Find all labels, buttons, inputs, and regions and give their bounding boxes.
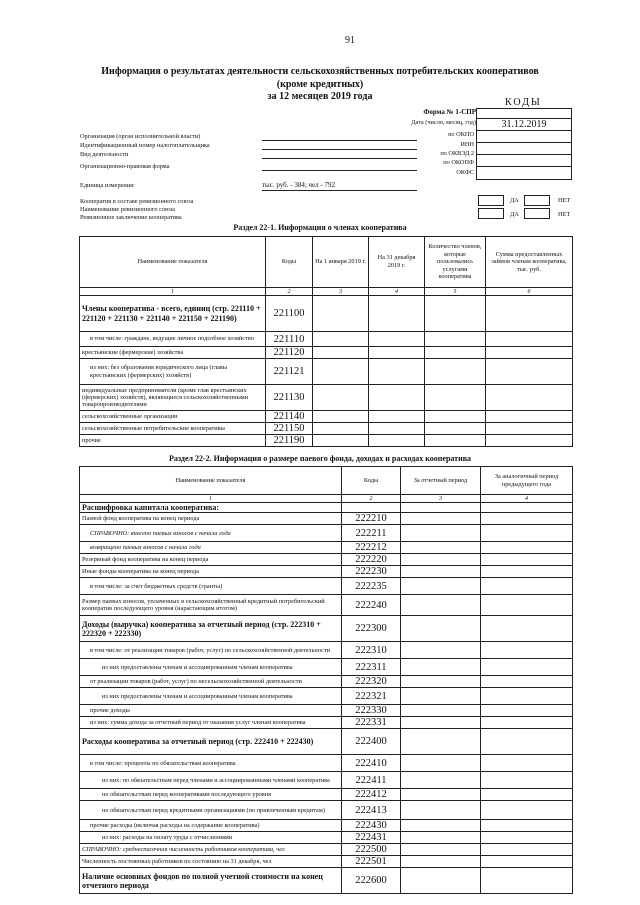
page-number: 91 bbox=[345, 35, 355, 46]
row-code: 221140 bbox=[266, 411, 313, 423]
codes-header: КОДЫ bbox=[505, 97, 542, 108]
row-code: 222210 bbox=[342, 513, 401, 525]
row-code: 222431 bbox=[342, 832, 401, 844]
cell[interactable] bbox=[486, 359, 573, 385]
row-label: из них: по обязательствам перед членами и ассоциированными членами кооператива bbox=[80, 772, 342, 789]
title-line2: (кроме кредитных) bbox=[276, 79, 364, 90]
cell[interactable] bbox=[486, 385, 573, 411]
s1-header-users: Количество членов, которые пользовались услугами кооператива bbox=[425, 237, 486, 288]
s1-header-codes: Коды bbox=[266, 237, 313, 288]
cell[interactable] bbox=[401, 856, 481, 868]
row-label: по обязательствам перед кооперативами последующего уровня bbox=[80, 789, 342, 801]
cell[interactable] bbox=[401, 578, 481, 595]
s2-colnum: 4 bbox=[481, 495, 573, 503]
row-label: из них предоставлены членам и ассоциированным членам кооператива bbox=[80, 659, 342, 676]
cell[interactable] bbox=[481, 525, 573, 542]
cell[interactable] bbox=[401, 659, 481, 676]
row-label: прочие bbox=[80, 435, 266, 447]
row-code: 222235 bbox=[342, 578, 401, 595]
cell[interactable] bbox=[369, 435, 425, 447]
cell[interactable] bbox=[425, 435, 486, 447]
row-label: индивидуальные предприниматели (кроме глав крестьянских (фермерских) хозяйств), являющиеся сельскохозяйственными товаропроизводителями bbox=[80, 385, 266, 411]
table-row bbox=[80, 385, 573, 411]
row-label: из них предоставлены членам и ассоциированным членам кооператива bbox=[80, 688, 342, 705]
cell[interactable] bbox=[481, 642, 573, 659]
table-row bbox=[80, 435, 573, 447]
table-row bbox=[80, 359, 573, 385]
org-code-0: по ОКПО bbox=[448, 131, 474, 138]
row-label: из них: расходы на оплату труда с отчислениями bbox=[80, 832, 342, 844]
cell[interactable] bbox=[401, 820, 481, 832]
row-code: 222501 bbox=[342, 856, 401, 868]
section1-title: Раздел 22-1. Информация о членах кооператива bbox=[233, 223, 407, 232]
cell[interactable] bbox=[313, 347, 369, 359]
cell[interactable] bbox=[481, 616, 573, 642]
cell[interactable] bbox=[401, 554, 481, 566]
row-code: 221100 bbox=[266, 296, 313, 332]
cell[interactable] bbox=[369, 347, 425, 359]
row-label: в том числе: от реализации товаров (работ, услуг) по сельскохозяйственной деятельности bbox=[80, 642, 342, 659]
table-row bbox=[80, 347, 573, 359]
row-code: 222310 bbox=[342, 642, 401, 659]
cell[interactable] bbox=[486, 296, 573, 332]
s2-header-previous: За аналогичный период предыдущего года bbox=[481, 467, 573, 495]
org-label-1: Идентификационный номер налогоплательщика bbox=[80, 142, 210, 149]
date-label: Дата (число, месяц, год) bbox=[411, 119, 476, 126]
cell[interactable] bbox=[486, 347, 573, 359]
cell[interactable] bbox=[313, 359, 369, 385]
cell[interactable] bbox=[425, 347, 486, 359]
s2-header-codes: Коды bbox=[342, 467, 401, 495]
cell[interactable] bbox=[481, 554, 573, 566]
cell[interactable] bbox=[313, 385, 369, 411]
row-code: 222300 bbox=[342, 616, 401, 642]
audit-yes-box-1[interactable] bbox=[478, 195, 504, 206]
row-label: СПРАВОЧНО: среднесписочная численность работников кооператива, чел bbox=[80, 844, 342, 856]
cell[interactable] bbox=[425, 411, 486, 423]
row-code: 222212 bbox=[342, 542, 401, 554]
row-code: 222430 bbox=[342, 820, 401, 832]
cell[interactable] bbox=[401, 832, 481, 844]
cell[interactable] bbox=[486, 332, 573, 347]
cell[interactable] bbox=[401, 595, 481, 616]
date-value: 31.12.2019 bbox=[501, 119, 547, 130]
cell[interactable] bbox=[401, 801, 481, 820]
row-code: 221130 bbox=[266, 385, 313, 411]
cell[interactable] bbox=[313, 296, 369, 332]
cell[interactable] bbox=[481, 856, 573, 868]
s1-colnum: 2 bbox=[266, 288, 313, 296]
cell[interactable] bbox=[486, 435, 573, 447]
cell[interactable] bbox=[486, 411, 573, 423]
row-code: 222240 bbox=[342, 595, 401, 616]
cell[interactable] bbox=[401, 566, 481, 578]
row-label: из них: сумма дохода за отчетный период от оказания услуг членам кооператива bbox=[80, 717, 342, 729]
row-label: крестьянские (фермерские) хозяйства bbox=[80, 347, 266, 359]
s2-colnum: 3 bbox=[401, 495, 481, 503]
cell[interactable] bbox=[486, 423, 573, 435]
cell[interactable] bbox=[481, 772, 573, 789]
unit-label: Единица измерения: bbox=[80, 182, 135, 189]
cell[interactable] bbox=[401, 717, 481, 729]
row-label: в том числе: граждане, ведущие личное подсобное хозяйство bbox=[80, 332, 266, 347]
cell[interactable] bbox=[481, 503, 573, 513]
row-code: 221110 bbox=[266, 332, 313, 347]
row-label: Расходы кооператива за отчетный период (стр. 222410 + 222430) bbox=[80, 729, 342, 755]
row-label: Паевой фонд кооператива на конец периода bbox=[80, 513, 342, 525]
cell[interactable] bbox=[401, 525, 481, 542]
row-label: возвращено паевых взносов с начала года bbox=[80, 542, 342, 554]
cell[interactable] bbox=[369, 359, 425, 385]
cell[interactable] bbox=[481, 578, 573, 595]
cell[interactable] bbox=[481, 832, 573, 844]
table-row bbox=[80, 411, 573, 423]
cell[interactable] bbox=[481, 789, 573, 801]
s2-colnum: 1 bbox=[80, 495, 342, 503]
s2-header-name: Наименование показателя bbox=[80, 467, 342, 495]
cell[interactable] bbox=[481, 801, 573, 820]
row-label: Резервный фонд кооператива на конец периода bbox=[80, 554, 342, 566]
row-label: прочие расходы (включая расходы на содержание кооператива) bbox=[80, 820, 342, 832]
row-label: в том числе: за счет бюджетных средств (гранты) bbox=[80, 578, 342, 595]
cell[interactable] bbox=[401, 789, 481, 801]
row-code: 222411 bbox=[342, 772, 401, 789]
cell[interactable] bbox=[401, 688, 481, 705]
form-label: Форма № 1-СПР bbox=[423, 108, 476, 116]
org-code-3: по ОКОПФ bbox=[443, 159, 474, 166]
audit-line1: Кооператив в составе ревизионного союза bbox=[80, 198, 194, 205]
cell[interactable] bbox=[481, 729, 573, 755]
audit-yes-2: ДА bbox=[510, 211, 519, 218]
cell[interactable] bbox=[401, 503, 481, 513]
s1-colnum: 3 bbox=[313, 288, 369, 296]
org-label-3: Организационно-правовая форма bbox=[80, 163, 170, 170]
cell[interactable] bbox=[401, 542, 481, 554]
s2-header-current: За отчетный период bbox=[401, 467, 481, 495]
cell[interactable] bbox=[369, 296, 425, 332]
members-table bbox=[79, 236, 573, 447]
row-code: 222330 bbox=[342, 705, 401, 717]
row-code: 221190 bbox=[266, 435, 313, 447]
row-label: Доходы (выручка) кооператива за отчетный период (стр. 222310 + 222320 + 222330) bbox=[80, 616, 342, 642]
audit-yes-1: ДА bbox=[510, 197, 519, 204]
cell[interactable] bbox=[425, 359, 486, 385]
row-label: Расшифровка капитала кооператива: bbox=[80, 503, 342, 513]
cell[interactable] bbox=[401, 616, 481, 642]
row-code: 222321 bbox=[342, 688, 401, 705]
row-label: Иные фонды кооператива на конец периода bbox=[80, 566, 342, 578]
s1-header-jan: На 1 января 2019 г. bbox=[313, 237, 369, 288]
row-label: Члены кооператива - всего, единиц (стр. 221110 + 221120 + 221130 + 221140 + 221150 + 221190) bbox=[80, 296, 266, 332]
row-label: из них: без образования юридического лица (главы крестьянских (фермерских) хозяйств) bbox=[80, 359, 266, 385]
cell[interactable] bbox=[481, 542, 573, 554]
table-row bbox=[80, 296, 573, 332]
cell[interactable] bbox=[401, 755, 481, 772]
s1-header-dec: На 31 декабря 2019 г. bbox=[369, 237, 425, 288]
row-code: 222220 bbox=[342, 554, 401, 566]
s2-colnum: 2 bbox=[342, 495, 401, 503]
cell[interactable] bbox=[481, 676, 573, 688]
cell[interactable] bbox=[401, 676, 481, 688]
cell[interactable] bbox=[481, 659, 573, 676]
row-label: Численность постоянных работников по состоянию на 31 декабря, чел bbox=[80, 856, 342, 868]
audit-no-2: НЕТ bbox=[558, 211, 571, 218]
audit-line3: Ревизионное заключение кооператива bbox=[80, 214, 182, 221]
row-code: 222410 bbox=[342, 755, 401, 772]
cell[interactable] bbox=[425, 332, 486, 347]
cell[interactable] bbox=[425, 385, 486, 411]
row-label: СПРАВОЧНО: внесено паевых взносов с начала года bbox=[80, 525, 342, 542]
table-row bbox=[80, 332, 573, 347]
row-code: 222331 bbox=[342, 717, 401, 729]
cell[interactable] bbox=[401, 772, 481, 789]
cell[interactable] bbox=[481, 566, 573, 578]
cell[interactable] bbox=[313, 332, 369, 347]
s1-header-loans: Сумма предоставленных займов членам кооператива, тыс. руб. bbox=[486, 237, 573, 288]
cell[interactable] bbox=[425, 423, 486, 435]
title-line1: Информация о результатах деятельности сельскохозяйственных потребительских кооперативов bbox=[101, 66, 539, 77]
audit-no-1: НЕТ bbox=[558, 197, 571, 204]
s1-colnum: 6 bbox=[486, 288, 573, 296]
row-label: Наличие основных фондов по полной учетной стоимости на конец отчетного периода bbox=[80, 868, 342, 894]
cell[interactable] bbox=[481, 595, 573, 616]
cell[interactable] bbox=[369, 332, 425, 347]
cell[interactable] bbox=[369, 385, 425, 411]
row-code: 222230 bbox=[342, 566, 401, 578]
row-code: 222600 bbox=[342, 868, 401, 894]
org-code-1: ИНН bbox=[460, 141, 474, 148]
row-code: 222400 bbox=[342, 729, 401, 755]
cell[interactable] bbox=[481, 513, 573, 525]
row-label: сельскохозяйственные организации bbox=[80, 411, 266, 423]
row-code: 222211 bbox=[342, 525, 401, 542]
org-label-2: Вид деятельности bbox=[80, 151, 129, 158]
cell[interactable] bbox=[481, 755, 573, 772]
cell[interactable] bbox=[481, 717, 573, 729]
cell[interactable] bbox=[481, 844, 573, 856]
cell[interactable] bbox=[425, 296, 486, 332]
row-label: Размер паевых взносов, уплаченных в сельскохозяйственный кредитный потребительский кооператив последующего уровня (нарастающим итогом) bbox=[80, 595, 342, 616]
row-label: сельскохозяйственные потребительские кооперативы bbox=[80, 423, 266, 435]
s1-colnum: 1 bbox=[80, 288, 266, 296]
cell[interactable] bbox=[313, 423, 369, 435]
cell[interactable] bbox=[401, 729, 481, 755]
audit-no-box-2[interactable] bbox=[524, 208, 550, 219]
row-code: 222413 bbox=[342, 801, 401, 820]
cell[interactable] bbox=[481, 688, 573, 705]
table-row bbox=[80, 423, 573, 435]
s1-colnum: 5 bbox=[425, 288, 486, 296]
capital-table bbox=[79, 466, 573, 894]
cell[interactable] bbox=[481, 820, 573, 832]
row-code bbox=[342, 503, 401, 513]
row-label: по обязательствам перед кредитными организациями (по привлеченным кредитам) bbox=[80, 801, 342, 820]
title-line3: за 12 месяцев 2019 года bbox=[267, 91, 373, 102]
row-code: 222412 bbox=[342, 789, 401, 801]
row-code: 221120 bbox=[266, 347, 313, 359]
cell[interactable] bbox=[401, 844, 481, 856]
s1-colnum: 4 bbox=[369, 288, 425, 296]
org-code-4: ОКФС bbox=[456, 169, 474, 176]
cell[interactable] bbox=[401, 868, 481, 894]
cell[interactable] bbox=[481, 705, 573, 717]
cell[interactable] bbox=[481, 868, 573, 894]
org-label-0: Организация (орган исполнительной власти) bbox=[80, 133, 201, 140]
row-label: в том числе: проценты по обязательствам кооператива bbox=[80, 755, 342, 772]
section2-title: Раздел 22-2. Информация о размере паевого фонда, доходах и расходах кооператива bbox=[168, 454, 472, 463]
row-label: прочие доходы bbox=[80, 705, 342, 717]
cell[interactable] bbox=[313, 411, 369, 423]
row-code: 222320 bbox=[342, 676, 401, 688]
org-code-2: по ОКВЭД 2 bbox=[440, 150, 474, 157]
cell[interactable] bbox=[401, 513, 481, 525]
row-code: 222500 bbox=[342, 844, 401, 856]
audit-line2: Наименование ревизионного союза bbox=[80, 206, 176, 213]
audit-yes-box-2[interactable] bbox=[478, 208, 504, 219]
audit-no-box-1[interactable] bbox=[524, 195, 550, 206]
cell[interactable] bbox=[401, 642, 481, 659]
row-code: 222311 bbox=[342, 659, 401, 676]
row-code: 221150 bbox=[266, 423, 313, 435]
unit-value: тыс. руб. - 384; чел - 792 bbox=[262, 181, 335, 189]
cell[interactable] bbox=[401, 705, 481, 717]
row-code: 221121 bbox=[266, 359, 313, 385]
s1-header-name: Наименование показателя bbox=[80, 237, 266, 288]
cell[interactable] bbox=[369, 411, 425, 423]
row-label: от реализации товаров (работ, услуг) по несельскохозяйственной деятельности bbox=[80, 676, 342, 688]
cell[interactable] bbox=[313, 435, 369, 447]
cell[interactable] bbox=[369, 423, 425, 435]
